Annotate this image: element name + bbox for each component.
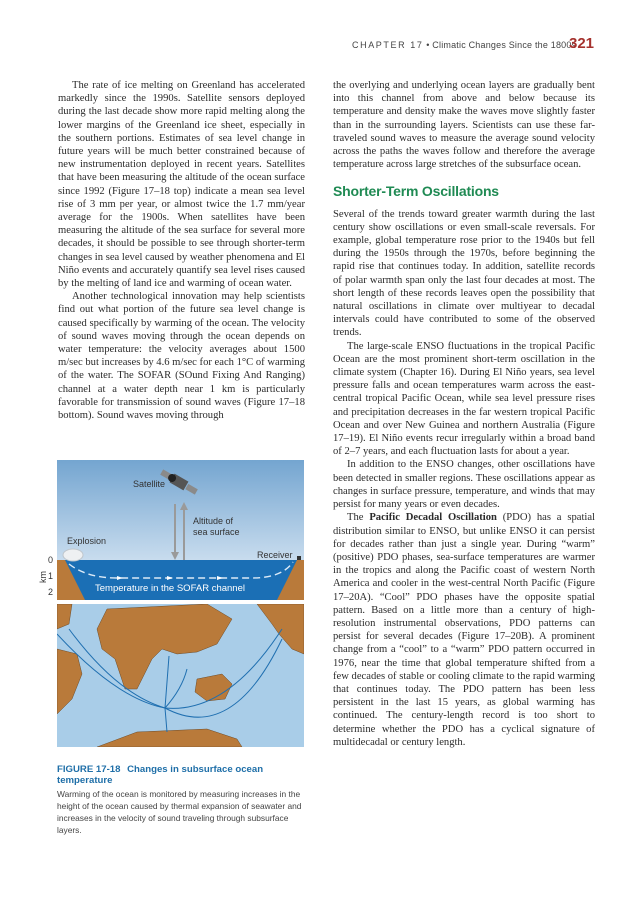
paragraph-pdo [333, 511, 595, 749]
sofar-diagram-graphic [57, 460, 304, 600]
world-map-sound-paths [57, 604, 304, 747]
chapter-title: Climatic Changes Since the 1800s [432, 40, 577, 50]
paragraph-sound-velocity: Another technological innovation may help scientists find out what portion of the future sea level change is caused specifically by warming of the ocean. The velocity of sound waves moving through the ocean depends on water temperature: the velocity averages about 1500 m/sec but increases by 4.6 m/sec for each 1°C of warming of the water. The SOFAR (SOund Fixing And Ranging) channel at a water depth near 1 km is particularly favorable for transmission of sound waves (Figure 17–18 bottom). Sound waves moving through [58, 291, 305, 422]
section-heading: Shorter-Term Oscillations [333, 183, 499, 200]
paragraph-enso: The large-scale ENSO fluctuations in the tropical Pacific Ocean are the most prominent short-term oscillation in the climate system (Chapter 16). During El Niño years, sea level pressure falls and ocean temperatures warm across the east-central tropical Pacific Ocean, while sea level pressure rises and precipitation decreases in the far western tropical Pacific Ocean and over New Guinea and northern Australia (Figure 17–19). El Niño events recur irregularly within a broad band of 2–7 years, and each fluctuation lasts for about a year. [333, 340, 595, 458]
altitude-label-line2: sea surface [193, 527, 240, 537]
paragraph-greenland: The rate of ice melting on Greenland has accelerated markedly since the 1990s. Satellite sensors deployed during the last decade show more rapid melting along the lower margins of the Greenland ice sheet, especially in the southern portions. Estimates of sea level change in future years will be much better constrained because of new instrumentation deployed in recent years. Satellites that have been measuring the altitude of the ocean surface since 1992 (Figure 17–18 top) indicate a mean sea level rise of 3 mm per year, or almost twice the 1.7 mm/year average for the 1900s. When satellites have been measuring the altitude of the sea surface for several more decades, it should be possible to see through shorter-term changes in sea level caused by weather phenomena and El Niño events and accurately quantify sea level rises caused by the melting of land ice and warming of ocean water. [58, 80, 305, 290]
pdo-lead: The [347, 512, 370, 524]
altitude-label-line1: Altitude of [193, 516, 234, 526]
running-head-separator: • [423, 40, 433, 50]
paragraph-continuation: the overlying and underlying ocean layers are gradually bent into this channel from above and below because its temperature and density make the waves move slightly faster than in the surrounding layers. Scientists can use these far-traveled sound waves to measure the average sound velocity across the paths the waves follow and therefore the average temperature across large stretches of the subsurface ocean. [333, 80, 595, 171]
explosion-label: Explosion [67, 536, 107, 546]
explosion-cloud [63, 549, 83, 561]
depth-unit-label: km [38, 571, 48, 583]
paragraph-oscillations: Several of the trends toward greater warmth during the last century show oscillations or even small-scale reversals. For example, global temperature rose prior to the 1940s but fell during the 1950s through the 1970s, before beginning the rapid rise that continues today. In addition, satellite records of polar warmth span only the last four decades at most. The short length of these records leaves open the possibility that natural oscillations in climate over multiyear to decadal intervals could have contributed to some of the observed trends. [333, 208, 595, 339]
depth-tick: 0 [48, 555, 54, 565]
depth-tick: 1 [48, 571, 54, 581]
sofar-diagram [38, 460, 304, 600]
depth-tick: 2 [48, 587, 54, 597]
right-column [333, 79, 595, 749]
figure-title: Changes in subsurface ocean temperature [57, 764, 264, 786]
page-number: 321 [569, 35, 595, 52]
pdo-term: Pacific Decadal Oscillation [369, 512, 497, 524]
receiver-marker [297, 556, 301, 560]
ocean-basin [65, 560, 297, 600]
paragraph-other-oscillations: In addition to the ENSO changes, other oscillations have been detected in smaller regions. These oscillations appear as changes in surface pressure, temperature, and winds that may persist for many years or even decades. [333, 459, 595, 511]
figure-17-18 [38, 460, 304, 747]
sofar-label: Temperature in the SOFAR channel [95, 583, 245, 594]
figure-caption-body: Warming of the ocean is monitored by measuring increases in the height of the ocean caused by thermal expansion of seawater and increases in the velocity of sound traveling through subsurface layers. [57, 789, 302, 835]
running-head [352, 40, 576, 50]
left-column [58, 79, 305, 422]
pdo-body: (PDO) has a spatial distribution similar to ENSO, but unlike ENSO it can persist for decades rather than just a single year. During “warm” (positive) PDO phases, sea-surface temperatures are warmer in the tropics and along the Pacific coast of western North America and cooler in the west-central North Pacific (Figure 17–20A). “Cool” PDO phases have the opposite spatial pattern. Based on a little more than a century of high-resolution instrumental observations, PDO patterns can persist for several decades (Figure 17–20B). A prominent change from a “cool” to a “warm” PDO pattern occurred in 1976, near the time that global temperature shifted from a few decades of stable or cooling climate to the rapid warming that continues today. The PDO pattern has been less persistent in the last 15 years, as global warming has continued. The century-length record is too short to determine whether the PDO has a cyclical signature of multidecadal or century length. [333, 512, 595, 748]
figure-number: FIGURE 17-18 [57, 764, 121, 775]
chapter-label: CHAPTER 17 [352, 40, 424, 50]
figure-caption-title [57, 764, 307, 786]
figure-caption [57, 764, 307, 836]
receiver-label: Receiver [257, 550, 293, 560]
satellite-label: Satellite [133, 479, 166, 489]
